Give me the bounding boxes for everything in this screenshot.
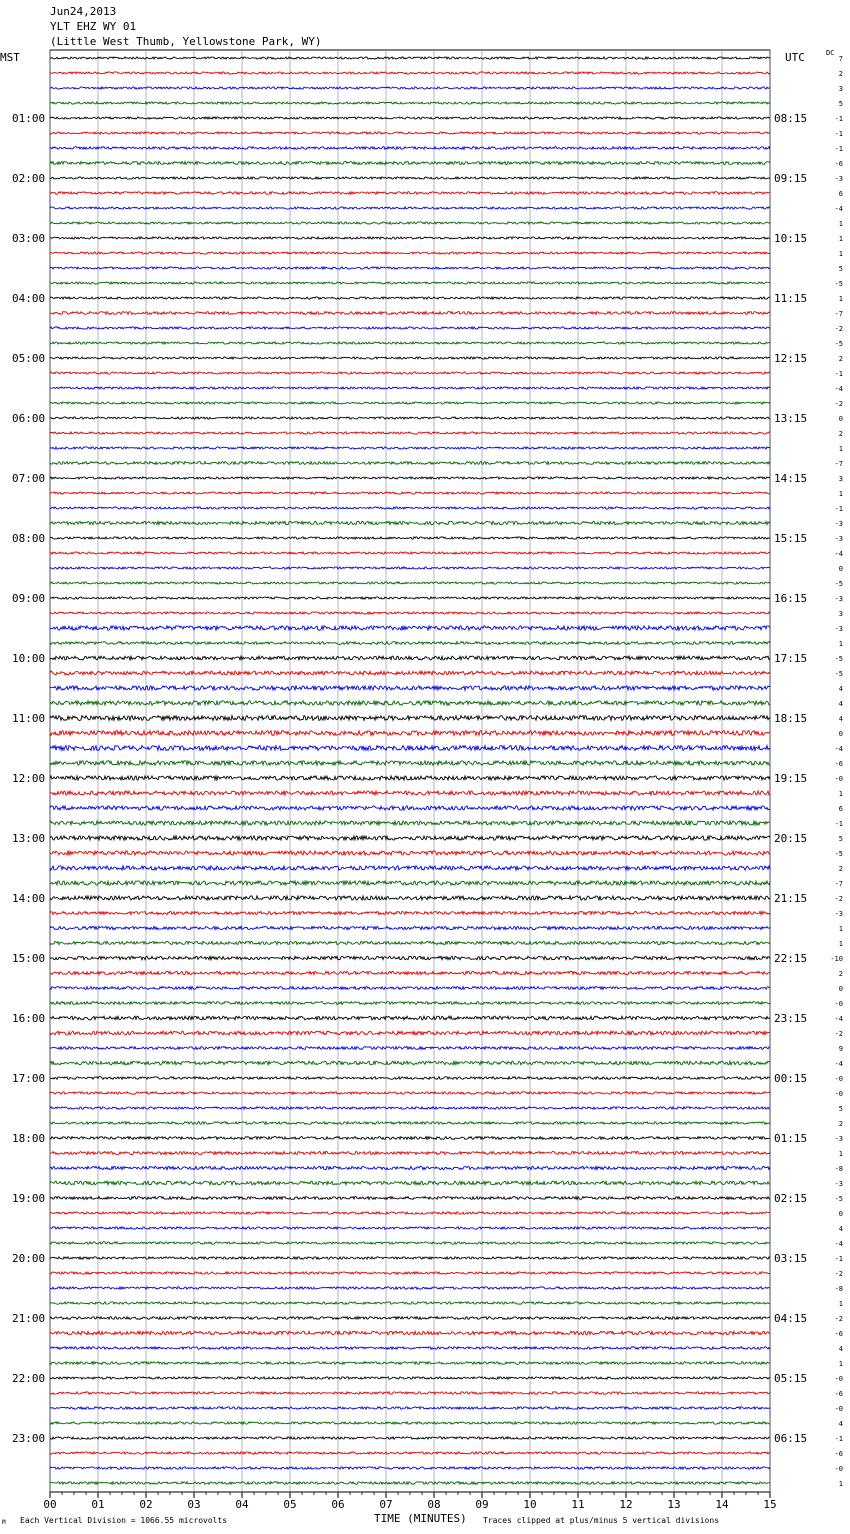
utc-hour-label: 09:15 — [774, 172, 808, 185]
trace-line — [50, 941, 770, 944]
dc-offset-label: -5 — [834, 655, 843, 663]
dc-offset-label: 2 — [838, 970, 843, 978]
trace-line — [50, 252, 770, 254]
trace-line — [50, 821, 770, 825]
dc-offset-label: -0 — [834, 1405, 843, 1413]
trace-line — [50, 342, 770, 344]
trace-line — [50, 1181, 770, 1185]
trace-line — [50, 1137, 770, 1140]
record-date: Jun24,2013 — [50, 5, 117, 18]
dc-offset-label: -2 — [834, 895, 843, 903]
utc-hour-label: 15:15 — [774, 532, 808, 545]
dc-offset-label: -3 — [834, 1135, 843, 1143]
trace-line — [50, 987, 770, 990]
trace-line — [50, 507, 770, 509]
dc-offset-label: 5 — [838, 835, 843, 843]
trace-line — [50, 1047, 770, 1050]
seismic-traces — [50, 57, 770, 1484]
dc-offset-label: 2 — [838, 430, 843, 438]
dc-offset-label: 3 — [838, 85, 843, 93]
trace-line — [50, 417, 770, 419]
mst-hour-label: 07:00 — [12, 472, 46, 485]
dc-offset-label: -1 — [834, 820, 843, 828]
utc-hour-label: 13:15 — [774, 412, 808, 425]
trace-line — [50, 1031, 770, 1035]
dc-offset-label: 0 — [838, 730, 843, 738]
trace-line — [50, 1302, 770, 1304]
dc-offset-label: -10 — [830, 955, 843, 963]
utc-hour-label: 21:15 — [774, 892, 808, 905]
trace-line — [50, 701, 770, 705]
dc-offset-label: -0 — [834, 1375, 843, 1383]
trace-line — [50, 926, 770, 929]
trace-line — [50, 1272, 770, 1274]
dc-offset-label: 7 — [838, 55, 843, 63]
dc-offset-label: 2 — [838, 1120, 843, 1128]
trace-line — [50, 806, 770, 810]
dc-offset-label: -1 — [834, 145, 843, 153]
trace-line — [50, 1061, 770, 1065]
trace-line — [50, 1362, 770, 1365]
x-tick-label: 03 — [187, 1498, 201, 1511]
x-tick-label: 12 — [619, 1498, 633, 1511]
dc-offset-label: 4 — [838, 1225, 843, 1233]
trace-line — [50, 731, 770, 736]
mst-hour-label: 23:00 — [12, 1432, 46, 1445]
x-tick-label: 02 — [139, 1498, 153, 1511]
trace-line — [50, 881, 770, 885]
trace-line — [50, 866, 770, 870]
trace-line — [50, 626, 770, 630]
trace-line — [50, 1002, 770, 1005]
dc-offset-label: 1 — [838, 250, 843, 258]
mst-hour-label: 03:00 — [12, 232, 46, 245]
dc-offset-label: 5 — [838, 265, 843, 273]
dc-offset-label: 1 — [838, 640, 843, 648]
dc-offset-label: -3 — [834, 910, 843, 918]
utc-hour-label: 10:15 — [774, 232, 808, 245]
mst-hour-label: 12:00 — [12, 772, 46, 785]
trace-line — [50, 147, 770, 150]
mst-hour-label: 04:00 — [12, 292, 46, 305]
trace-line — [50, 1257, 770, 1259]
dc-offset-label: 1 — [838, 925, 843, 933]
dc-offset-label: -3 — [834, 1180, 843, 1188]
trace-line — [50, 117, 770, 119]
mst-hour-label: 20:00 — [12, 1252, 46, 1265]
trace-line — [50, 537, 770, 539]
dc-offset-label: -4 — [834, 385, 843, 393]
utc-hour-label: 14:15 — [774, 472, 808, 485]
trace-line — [50, 1197, 770, 1200]
dc-offset-label: 1 — [838, 295, 843, 303]
utc-hour-label: 04:15 — [774, 1312, 808, 1325]
trace-line — [50, 1092, 770, 1094]
dc-offset-label: 3 — [838, 610, 843, 618]
trace-line — [50, 447, 770, 449]
x-tick-label: 15 — [763, 1498, 777, 1511]
mst-hour-label: 19:00 — [12, 1192, 46, 1205]
dc-offset-label: 2 — [838, 70, 843, 78]
trace-line — [50, 102, 770, 104]
trace-line — [50, 312, 770, 315]
dc-offset-label: -0 — [834, 775, 843, 783]
dc-offset-label: -6 — [834, 1330, 843, 1338]
x-tick-label: 05 — [283, 1498, 297, 1511]
mst-hour-label: 13:00 — [12, 832, 46, 845]
trace-line — [50, 671, 770, 675]
dc-offset-label: -1 — [834, 130, 843, 138]
trace-line — [50, 911, 770, 914]
dc-offset-label: -1 — [834, 1435, 843, 1443]
plot-frame — [50, 50, 770, 1492]
dc-offset-label: -0 — [834, 1000, 843, 1008]
trace-line — [50, 192, 770, 195]
x-tick-label: 04 — [235, 1498, 249, 1511]
dc-offset-label: -4 — [834, 745, 843, 753]
trace-line — [50, 1482, 770, 1485]
trace-line — [50, 477, 770, 479]
dc-offset-label: 1 — [838, 1150, 843, 1158]
mst-hour-label: 15:00 — [12, 952, 46, 965]
trace-line — [50, 207, 770, 209]
trace-line — [50, 87, 770, 89]
trace-line — [50, 1166, 770, 1169]
dc-offset-label: -7 — [834, 460, 843, 468]
dc-offset-label: 1 — [838, 1480, 843, 1488]
dc-offset-label: 4 — [838, 685, 843, 693]
dc-offset-label: -3 — [834, 625, 843, 633]
x-tick-label: 10 — [523, 1498, 537, 1511]
dc-offset-label: -6 — [834, 1390, 843, 1398]
dc-offset-label: 6 — [838, 190, 843, 198]
dc-offset-label: -8 — [834, 1285, 843, 1293]
dc-offset-label: -0 — [834, 1075, 843, 1083]
trace-line — [50, 1212, 770, 1214]
utc-hour-label: 12:15 — [774, 352, 808, 365]
utc-hour-label: 22:15 — [774, 952, 808, 965]
trace-line — [50, 237, 770, 239]
clip-note: Traces clipped at plus/minus 5 vertical divisions — [483, 1516, 720, 1525]
station-code: YLT EHZ WY 01 — [50, 20, 137, 33]
dc-offset-label: -1 — [834, 505, 843, 513]
dc-offset-label: -4 — [834, 550, 843, 558]
dc-offset-label: 1 — [838, 1300, 843, 1308]
utc-hour-label: 01:15 — [774, 1132, 808, 1145]
dc-offset-label: 2 — [838, 355, 843, 363]
mst-hour-label: 02:00 — [12, 172, 46, 185]
dc-offset-label: -5 — [834, 1195, 843, 1203]
dc-offset-label: -4 — [834, 205, 843, 213]
dc-offset-label: 0 — [838, 415, 843, 423]
trace-line — [50, 162, 770, 165]
trace-line — [50, 1407, 770, 1409]
dc-offset-label: -0 — [834, 1090, 843, 1098]
dc-offset-label: 4 — [838, 715, 843, 723]
trace-line — [50, 327, 770, 329]
trace-line — [50, 387, 770, 389]
utc-hour-label: 02:15 — [774, 1192, 808, 1205]
mst-hour-label: 05:00 — [12, 352, 46, 365]
dc-offset-label: 5 — [838, 100, 843, 108]
utc-hour-label: 03:15 — [774, 1252, 808, 1265]
trace-line — [50, 956, 770, 960]
trace-line — [50, 1077, 770, 1080]
trace-line — [50, 851, 770, 855]
trace-line — [50, 642, 770, 645]
utc-hour-label: 17:15 — [774, 652, 808, 665]
utc-hour-label: 00:15 — [774, 1072, 808, 1085]
utc-hour-label: 18:15 — [774, 712, 808, 725]
trace-line — [50, 521, 770, 524]
trace-line — [50, 1392, 770, 1394]
x-tick-label: 00 — [43, 1498, 57, 1511]
x-tick-label: 13 — [667, 1498, 681, 1511]
trace-line — [50, 567, 770, 569]
trace-line — [50, 222, 770, 224]
trace-line — [50, 746, 770, 751]
mst-hour-label: 11:00 — [12, 712, 46, 725]
dc-offset-label: -3 — [834, 175, 843, 183]
utc-hour-label: 08:15 — [774, 112, 808, 125]
dc-offset-label: -3 — [834, 535, 843, 543]
dc-offset-label: -5 — [834, 280, 843, 288]
trace-line — [50, 552, 770, 554]
utc-hour-label: 06:15 — [774, 1432, 808, 1445]
trace-line — [50, 357, 770, 359]
dc-offset-label: 6 — [838, 805, 843, 813]
utc-hour-label: 05:15 — [774, 1372, 808, 1385]
trace-line — [50, 1377, 770, 1379]
trace-line — [50, 1347, 770, 1350]
trace-line — [50, 597, 770, 599]
dc-offset-label: -4 — [834, 1240, 843, 1248]
trace-line — [50, 582, 770, 584]
mst-hour-label: 06:00 — [12, 412, 46, 425]
trace-line — [50, 492, 770, 494]
trace-line — [50, 402, 770, 404]
dc-offset-label: 2 — [838, 865, 843, 873]
dc-offset-label: 0 — [838, 565, 843, 573]
trace-line — [50, 791, 770, 795]
trace-line — [50, 1331, 770, 1335]
dc-offset-label: 1 — [838, 790, 843, 798]
trace-line — [50, 372, 770, 374]
mst-hour-label: 18:00 — [12, 1132, 46, 1145]
dc-offset-label: -6 — [834, 1450, 843, 1458]
trace-line — [50, 1452, 770, 1454]
dc-offset-label: -3 — [834, 520, 843, 528]
trace-line — [50, 612, 770, 614]
x-tick-label: 08 — [427, 1498, 441, 1511]
mst-hour-label: 22:00 — [12, 1372, 46, 1385]
dc-offset-label: 1 — [838, 445, 843, 453]
dc-offset-label: -3 — [834, 595, 843, 603]
dc-offset-label: -2 — [834, 1030, 843, 1038]
dc-offset-label: 1 — [838, 490, 843, 498]
scale-note: Each Vertical Division = 1066.55 microvolts — [20, 1516, 228, 1525]
dc-offset-label: 4 — [838, 700, 843, 708]
dc-offset-label: -1 — [834, 1255, 843, 1263]
trace-line — [50, 1152, 770, 1155]
dc-offset-label: -2 — [834, 400, 843, 408]
station-location: (Little West Thumb, Yellowstone Park, WY) — [50, 35, 322, 48]
trace-line — [50, 72, 770, 74]
utc-axis-label: UTC — [785, 51, 805, 64]
mst-hour-label: 10:00 — [12, 652, 46, 665]
trace-line — [50, 686, 770, 690]
dc-offset-label: 1 — [838, 1360, 843, 1368]
trace-line — [50, 1016, 770, 1020]
dc-offset-label: -2 — [834, 325, 843, 333]
trace-line — [50, 776, 770, 780]
trace-line — [50, 1437, 770, 1439]
mst-axis-label: MST — [0, 51, 20, 64]
trace-line — [50, 716, 770, 721]
dc-offset-label: -8 — [834, 1165, 843, 1173]
trace-line — [50, 282, 770, 284]
dc-offset-label: 4 — [838, 1345, 843, 1353]
trace-line — [50, 1422, 770, 1424]
dc-offset-label: 0 — [838, 1210, 843, 1218]
dc-offset-label: -1 — [834, 115, 843, 123]
dc-offset-label: 1 — [838, 940, 843, 948]
trace-line — [50, 1122, 770, 1125]
dc-offset-label: -5 — [834, 340, 843, 348]
mst-hour-label: 01:00 — [12, 112, 46, 125]
dc-offset-label: 0 — [838, 985, 843, 993]
trace-line — [50, 656, 770, 660]
dc-offset-label: -2 — [834, 1315, 843, 1323]
dc-offset-label: -7 — [834, 880, 843, 888]
dc-offset-label: -7 — [834, 310, 843, 318]
x-tick-label: 11 — [571, 1498, 585, 1511]
utc-hour-label: 20:15 — [774, 832, 808, 845]
trace-line — [50, 432, 770, 434]
dc-offset-label: -5 — [834, 580, 843, 588]
trace-line — [50, 462, 770, 465]
trace-line — [50, 1107, 770, 1109]
x-tick-label: 14 — [715, 1498, 729, 1511]
mst-hour-label: 17:00 — [12, 1072, 46, 1085]
mst-hour-label: 14:00 — [12, 892, 46, 905]
trace-line — [50, 57, 770, 59]
dc-offset-label: 3 — [838, 475, 843, 483]
x-tick-label: 01 — [91, 1498, 105, 1511]
corner-mark: M — [2, 1519, 6, 1526]
trace-line — [50, 761, 770, 765]
x-tick-label: 06 — [331, 1498, 345, 1511]
dc-offset-label: -4 — [834, 1015, 843, 1023]
trace-line — [50, 132, 770, 134]
trace-line — [50, 1227, 770, 1229]
x-tick-label: 07 — [379, 1498, 393, 1511]
trace-line — [50, 1287, 770, 1289]
dc-offset-label: 1 — [838, 235, 843, 243]
trace-line — [50, 1242, 770, 1244]
dc-offset-label: 4 — [838, 1420, 843, 1428]
mst-hour-label: 09:00 — [12, 592, 46, 605]
utc-hour-label: 23:15 — [774, 1012, 808, 1025]
dc-offset-label: -5 — [834, 850, 843, 858]
mst-hour-label: 21:00 — [12, 1312, 46, 1325]
mst-hour-label: 16:00 — [12, 1012, 46, 1025]
trace-line — [50, 971, 770, 974]
dc-offset-label: 5 — [838, 1105, 843, 1113]
dc-offset-label: -1 — [834, 370, 843, 378]
trace-line — [50, 1317, 770, 1320]
trace-line — [50, 1467, 770, 1469]
trace-line — [50, 836, 770, 840]
dc-offset-label: 1 — [838, 220, 843, 228]
utc-hour-label: 11:15 — [774, 292, 808, 305]
utc-hour-label: 16:15 — [774, 592, 808, 605]
x-tick-label: 09 — [475, 1498, 489, 1511]
trace-line — [50, 896, 770, 900]
dc-offset-label: -2 — [834, 1270, 843, 1278]
trace-line — [50, 297, 770, 299]
mst-hour-label: 08:00 — [12, 532, 46, 545]
utc-hour-label: 19:15 — [774, 772, 808, 785]
trace-line — [50, 267, 770, 269]
x-axis-title: TIME (MINUTES) — [374, 1512, 467, 1525]
dc-offset-label: -6 — [834, 760, 843, 768]
dc-offset-label: -5 — [834, 670, 843, 678]
dc-offset-label: -6 — [834, 160, 843, 168]
dc-column-label: DC — [826, 49, 835, 57]
dc-offset-label: -4 — [834, 1060, 843, 1068]
axis-labels — [12, 55, 843, 1511]
dc-offset-label: 9 — [838, 1045, 843, 1053]
trace-line — [50, 177, 770, 179]
dc-offset-label: -0 — [834, 1465, 843, 1473]
